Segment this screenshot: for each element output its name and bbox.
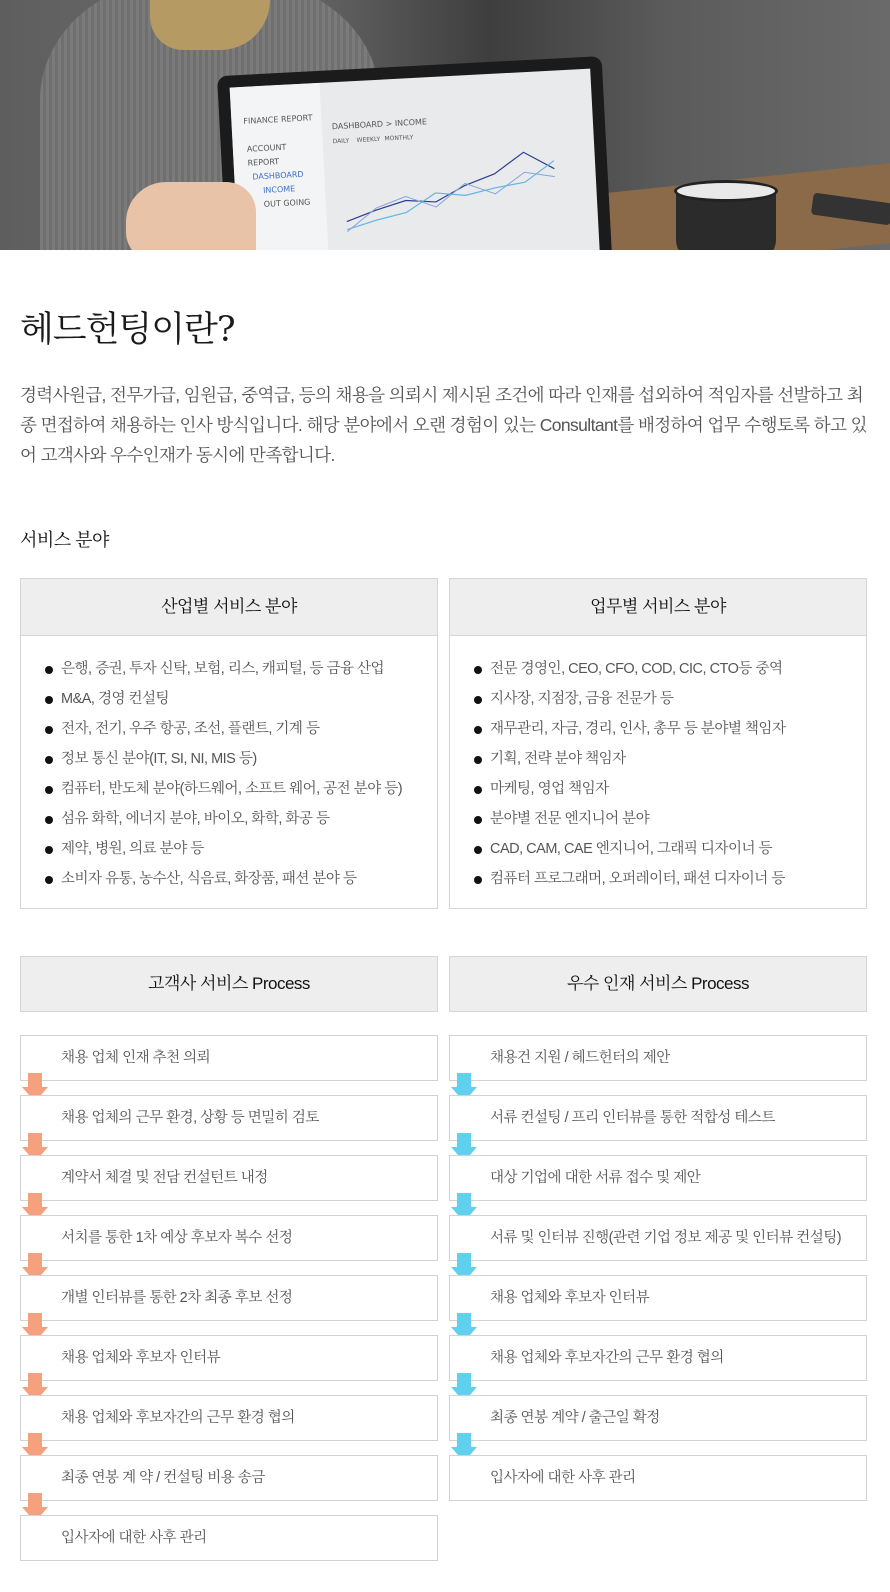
talent-process-step: 대상 기업에 대한 서류 접수 및 제안 (449, 1155, 867, 1201)
screen-line-chart (333, 140, 578, 250)
service-list-item: 지사장, 지점장, 금융 전문가 등 (474, 688, 866, 718)
screen-text: INCOME (262, 184, 296, 195)
job-service-title: 업무별 서비스 분야 (450, 579, 866, 636)
service-list-item: 소비자 유통, 농수산, 식음료, 화장품, 패션 분야 등 (45, 868, 437, 898)
service-list-item: 컴퓨터 프로그래머, 오퍼레이터, 패션 디자이너 등 (474, 868, 866, 898)
client-process-step: 개별 인터뷰를 통한 2차 최종 후보 선정 (20, 1275, 438, 1321)
screen-text: FINANCE REPORT (243, 113, 313, 126)
industry-service-title: 산업별 서비스 분야 (21, 579, 437, 636)
client-process-step: 최종 연봉 계 약 / 컨설팅 비용 송금 (20, 1455, 438, 1501)
service-section-label: 서비스 분야 (20, 530, 109, 550)
client-process-step: 입사자에 대한 사후 관리 (20, 1515, 438, 1561)
service-list-item: 섬유 화학, 에너지 분야, 바이오, 화학, 화공 등 (45, 808, 437, 838)
service-list-item: 정보 통신 분야(IT, SI, NI, MIS 등) (45, 748, 437, 778)
service-list-item: CAD, CAM, CAE 엔지니어, 그래픽 디자이너 등 (474, 838, 866, 868)
client-process-step: 채용 업체 인재 추천 의뢰 (20, 1035, 438, 1081)
screen-text: DASHBOARD > INCOME (331, 117, 428, 132)
screen-text: DAILY (332, 137, 350, 146)
service-list-item: 마케팅, 영업 책임자 (474, 778, 866, 808)
job-service-box (449, 578, 867, 909)
client-process-step: 서치를 통한 1차 예상 후보자 복수 선정 (20, 1215, 438, 1261)
screen-text: ACCOUNT (246, 142, 287, 154)
screen-text: REPORT (247, 157, 280, 168)
screen-text: MONTHLY (384, 134, 414, 143)
service-list-item: 컴퓨터, 반도체 분야(하드웨어, 소프트 웨어, 공전 분야 등) (45, 778, 437, 808)
job-service-list (450, 636, 866, 898)
talent-process-step: 채용건 지원 / 헤드헌터의 제안 (449, 1035, 867, 1081)
client-process-step: 계약서 체결 및 전담 컨설턴트 내정 (20, 1155, 438, 1201)
client-process-step: 채용 업체와 후보자간의 근무 환경 협의 (20, 1395, 438, 1441)
client-process-title: 고객사 서비스 Process (20, 956, 438, 1012)
service-list-item: M&A, 경영 컨설팅 (45, 688, 437, 718)
screen-text: WEEKLY (356, 135, 381, 144)
intro-paragraph: 경력사원급, 전무가급, 임원급, 중역급, 등의 채용을 의뢰시 제시된 조건에 따라 인재를 섭외하여 적임자를 선발하고 최종 면접하여 채용하는 인사 방식입니다. 해당 분야에서 오랜 경험이 있는 Consultant를 배정하여 업무 수행토록 하고 있어 고객사와 우수인재가 동시에 만족합니다. (20, 385, 867, 465)
talent-process-step: 채용 업체와 후보자간의 근무 환경 협의 (449, 1335, 867, 1381)
client-process-step: 채용 업체와 후보자 인터뷰 (20, 1335, 438, 1381)
hero-laptop (217, 56, 612, 250)
talent-process-step: 입사자에 대한 사후 관리 (449, 1455, 867, 1501)
service-list-item: 분야별 전문 엔지니어 분야 (474, 808, 866, 838)
hero-coffee-cup (676, 190, 776, 250)
screen-text: DASHBOARD (252, 169, 304, 182)
laptop-screen (230, 69, 600, 250)
service-list-item: 재무관리, 자금, 경리, 인사, 총무 등 분야별 책임자 (474, 718, 866, 748)
industry-service-box (20, 578, 438, 909)
page-title: 헤드헌팅이란? (20, 310, 235, 350)
talent-process-step: 최종 연봉 계약 / 출근일 확정 (449, 1395, 867, 1441)
talent-process-step: 서류 컨설팅 / 프리 인터뷰를 통한 적합성 테스트 (449, 1095, 867, 1141)
service-list-item: 전문 경영인, CEO, CFO, COD, CIC, CTO등 중역 (474, 658, 866, 688)
talent-process-step: 서류 및 인터뷰 진행(관련 기업 정보 제공 및 인터뷰 컨설팅) (449, 1215, 867, 1261)
talent-process-title: 우수 인재 서비스 Process (449, 956, 867, 1012)
industry-service-list (21, 636, 437, 898)
screen-text: OUT GOING (263, 197, 311, 209)
talent-process-step: 채용 업체와 후보자 인터뷰 (449, 1275, 867, 1321)
service-list-item: 제약, 병원, 의료 분야 등 (45, 838, 437, 868)
hero-hand (126, 182, 256, 250)
service-list-item: 기획, 전략 분야 책임자 (474, 748, 866, 778)
client-process-step: 채용 업체의 근무 환경, 상황 등 면밀히 검토 (20, 1095, 438, 1141)
hero-image (0, 0, 890, 250)
service-list-item: 전자, 전기, 우주 항공, 조선, 플랜트, 기계 등 (45, 718, 437, 748)
service-list-item: 은행, 증권, 투자 신탁, 보험, 리스, 캐피털, 등 금융 산업 (45, 658, 437, 688)
